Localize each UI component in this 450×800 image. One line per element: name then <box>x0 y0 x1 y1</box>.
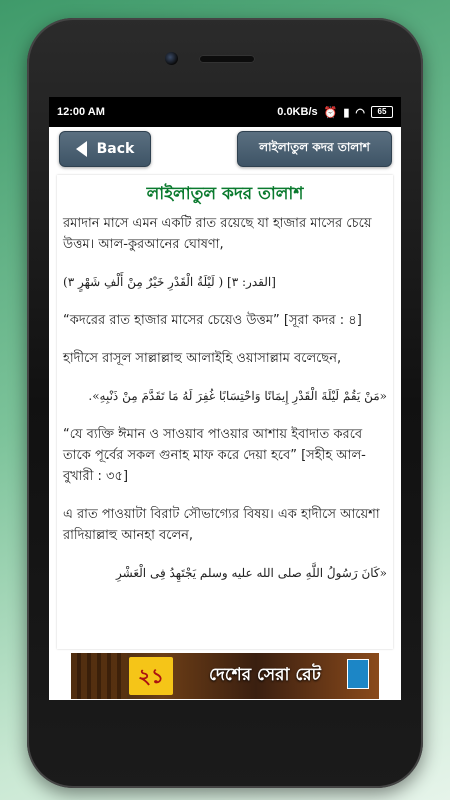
alarm-icon: ⏰ <box>323 106 338 119</box>
status-time: 12:00 AM <box>57 106 105 118</box>
ad-badge: ২১ <box>129 657 173 695</box>
status-bar <box>49 97 401 127</box>
ad-background-image <box>71 653 127 699</box>
ad-banner[interactable] <box>71 653 379 699</box>
arabic-hadith: «كَانَ رَسُولُ اللَّهِ صلى الله عليه وسلم يَجْتَهِدُ فِى الْعَشْرِ <box>116 566 387 580</box>
arabic-verse: (لَيْلَةُ الْقَدْرِ خَيْرٌ مِنْ أَلْفِ شَهْرٍ ٣ ) [القدر: ٣] <box>63 275 276 289</box>
battery-icon: 65 <box>371 106 393 118</box>
article-body <box>57 213 393 584</box>
wifi-icon: ◠ <box>355 106 365 119</box>
title-button[interactable]: লাইলাতুল কদর তালাশ <box>237 131 392 167</box>
paragraph: “কদরের রাত হাজার মাসের চেয়েও উত্তম” [সূরা কদর : ৪] <box>63 313 362 328</box>
ad-slogan: দেশের সেরা রেট <box>209 665 321 685</box>
toolbar <box>49 127 401 175</box>
paragraph: “যে ব্যক্তি ঈমান ও সাওয়াব পাওয়ার আশায় ইবাদাত করবে তাকে পূর্বের সকল গুনাহ মাফ করে দেয়া হবে” [সহীহ আল-বুখারী : ৩৫] <box>63 427 366 484</box>
front-camera <box>165 52 178 65</box>
ad-logo <box>347 659 369 689</box>
paragraph: রমাদান মাসে এমন একটি রাত রয়েছে যা হাজার মাসের চেয়ে উত্তম। আল-কুরআনের ঘোষণা, <box>63 216 372 252</box>
earpiece-speaker <box>199 55 255 63</box>
arabic-hadith: «مَنْ يَقُمْ لَيْلَةَ الْقَدْرِ إِيمَانًا وَاحْتِسَابًا غُفِرَ لَهُ مَا تَقَدَّمَ مِنْ ذَنْبِهِ». <box>88 389 387 403</box>
paragraph: এ রাত পাওয়াটা বিরাট সৌভাগ্যের বিষয়। এক হাদীসে আয়েশা রাদিয়াল্লাহু আনহা বলেন, <box>63 507 380 543</box>
back-button[interactable] <box>59 131 151 167</box>
back-button-label: Back <box>96 141 135 157</box>
app-screen <box>49 97 401 700</box>
article-content[interactable] <box>57 175 393 649</box>
status-icons <box>277 106 393 119</box>
signal-icon: ▮ <box>343 106 350 119</box>
back-arrow-icon <box>76 141 87 157</box>
paragraph: হাদীসে রাসূল সাল্লাল্লাহু আলাইহি ওয়াসাল্লাম বলেছেন, <box>63 351 342 366</box>
network-speed: 0.0KB/s <box>277 106 318 118</box>
article-heading: লাইলাতুল কদর তালাশ <box>146 184 304 204</box>
